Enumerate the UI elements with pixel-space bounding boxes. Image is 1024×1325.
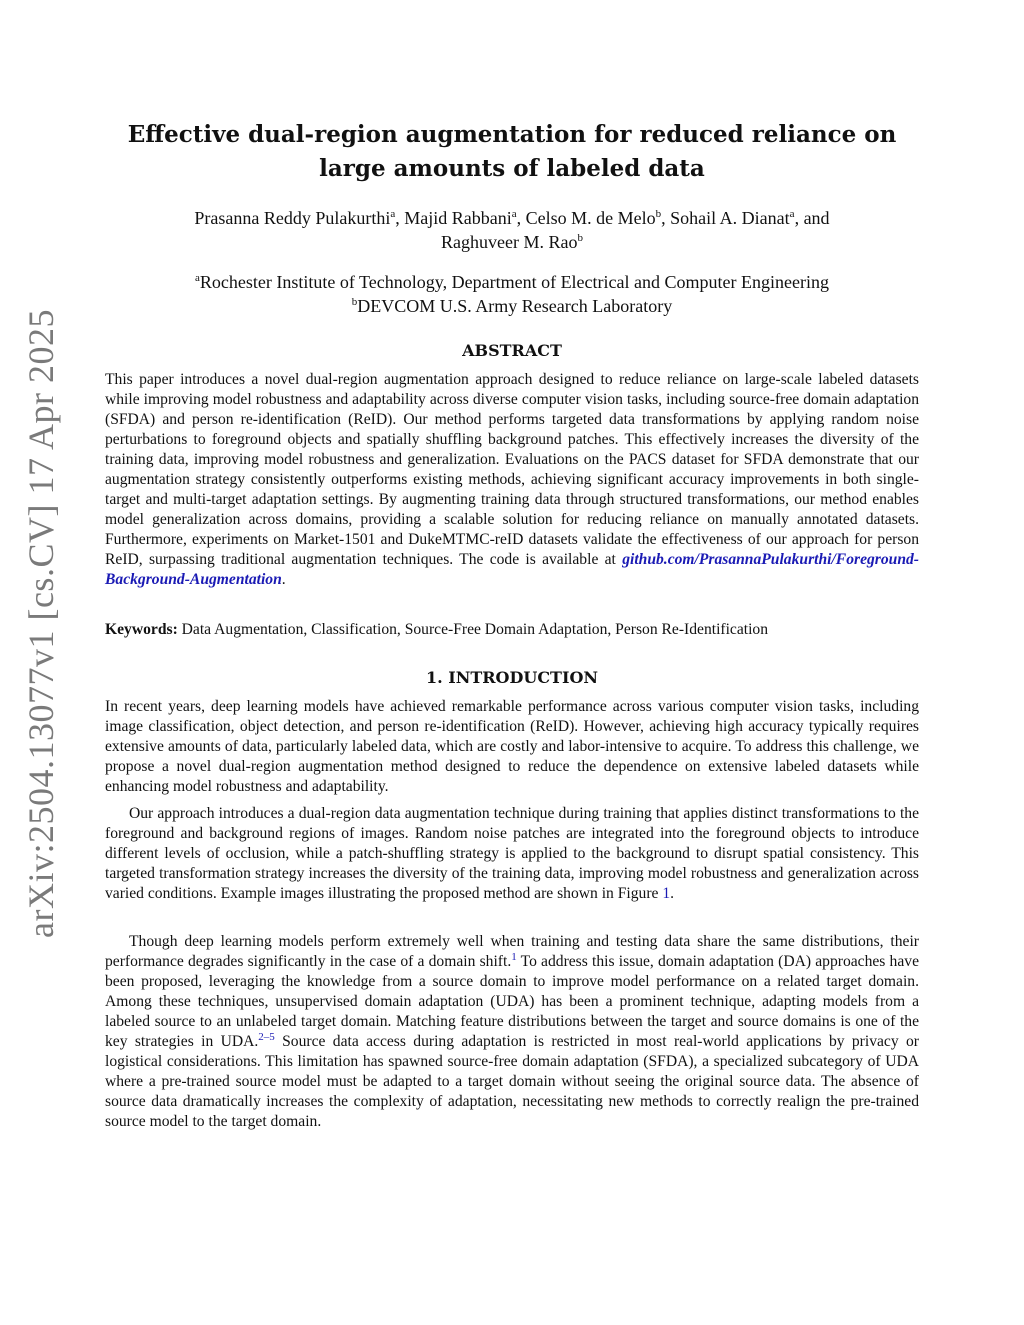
intro-paragraph-2-body: Our approach introduces a dual-region data augmentation technique during training that applies distinct transformations to the foreground and background regions of images. Random noise patches are integrated into the foreground objects to introduce different levels of occlusion, while a patch-shuffling strategy is applied to the background to disrupt spatial consistency. This targeted transformation strategy increases the diversity of the training data, improving model robustness and generalization across varied conditions. Example images illustrating the proposed method are shown in Figure bbox=[105, 805, 919, 902]
abstract-body: This paper introduces a novel dual-region augmentation approach designed to reduce reliance on large-scale labeled datasets while improving model robustness and adaptability across diverse computer vision tasks, including source-free domain adaptation (SFDA) and person re-identification (ReID). Our method performs targeted data transformations by applying random noise perturbations to foreground objects and spatially shuffling background patches. This effectively increases the diversity of the training data, improving model robustness and generalization. Evaluations on the PACS dataset for SFDA demonstrate that our augmentation strategy consistently outperforms existing methods, achieving significant accuracy improvements in both single-target and multi-target adaptation settings. By augmenting training data through structured transformations, our method enables model generalization across domains, providing a scalable solution for reducing reliance on manually annotated datasets. Furthermore, experiments on Market-1501 and DukeMTMC-reID datasets validate the effectiveness of our approach for person ReID, surpassing traditional augmentation techniques. The code is available at bbox=[105, 371, 919, 568]
author-list: Prasanna Reddy Pulakurthi$^a$, Majid Rabbani$^a$, Celso M. de Melo$^b$, Sohail A. Dianat$^a$, and Raghuveer M. Rao$^b$ bbox=[194, 208, 830, 252]
abstract-text bbox=[105, 370, 919, 590]
author-name: Raghuveer M. Rao bbox=[441, 232, 578, 252]
author-name: Majid Rabbani bbox=[404, 208, 512, 228]
intro-paragraph-3-part-b: To address this issue, domain adaptation (DA) approaches have been proposed, leveraging the knowledge from a source domain to improve model performance on a related target domain. Among these techniques, unsupervised domain adaptation (UDA) has been a prominent technique, adapting models from a labeled source to an unlabeled target domain. Matching feature distributions between the target and source domains is one of the key strategies in UDA. bbox=[105, 953, 919, 1050]
keywords bbox=[105, 620, 919, 640]
keywords-text: Data Augmentation, Classification, Source-Free Domain Adaptation, Person Re-Identification bbox=[181, 621, 769, 638]
abstract-heading: ABSTRACT bbox=[462, 341, 562, 360]
affiliation-item bbox=[105, 270, 919, 294]
citation-link[interactable]: 1 bbox=[511, 950, 517, 963]
intro-paragraph-3-part-a: Though deep learning models perform extremely well when training and testing data share the same distributions, their performance degrades significantly in the case of a domain shift. bbox=[105, 933, 919, 970]
keywords-label: Keywords: bbox=[105, 621, 178, 638]
author-conjunction: and bbox=[803, 208, 830, 228]
author-name: Sohail A. Dianat bbox=[670, 208, 790, 228]
affiliation-mark: b bbox=[655, 208, 662, 220]
intro-paragraph-1: In recent years, deep learning models have achieved remarkable performance across various computer vision tasks, including image classification, object detection, and person re-identification (ReID). However, achieving high accuracy typically requires extensive amounts of data, particularly labeled data, which are costly and labor-intensive to acquire. To address this challenge, we propose a novel dual-region augmentation method designed to reduce the dependence on extensive labeled datasets while enhancing model robustness and adaptability. bbox=[105, 698, 919, 795]
affiliation-mark: b bbox=[351, 296, 358, 308]
intro-paragraph-2 bbox=[105, 804, 919, 904]
author-name: Celso M. de Melo bbox=[525, 208, 656, 228]
section-heading-introduction: 1. INTRODUCTION bbox=[425, 668, 599, 687]
abstract-end: . bbox=[281, 571, 286, 588]
figure-reference-link[interactable]: 1 bbox=[662, 885, 671, 902]
arxiv-identifier: arXiv:2504.13077v1 [cs.CV] 17 Apr 2025 bbox=[21, 309, 61, 938]
affiliation-mark: b bbox=[577, 232, 583, 244]
affiliation-text: Rochester Institute of Technology, Department of Electrical and Computer Engineering bbox=[199, 272, 829, 292]
intro-paragraph-3-part-c: Source data access during adaptation is restricted in most real-world applications by privacy or logistical considerations. This limitation has spawned source-free domain adaptation (SFDA), a specialized subcategory of UDA where a pre-trained source model must be adapted to a target domain without seeing the original source data. The absence of source data dramatically increases the complexity of adaptation, necessitating new methods to correctly realign the pre-trained source model to the target domain. bbox=[105, 1033, 919, 1130]
affiliation-mark: a bbox=[390, 208, 396, 220]
intro-paragraph-3 bbox=[105, 932, 919, 1132]
author-name: Prasanna Reddy Pulakurthi bbox=[194, 208, 391, 228]
affiliation-item bbox=[105, 294, 919, 318]
affiliation-mark: a bbox=[195, 272, 200, 284]
affiliation-list bbox=[105, 270, 919, 318]
affiliation-mark: a bbox=[789, 208, 795, 220]
intro-paragraph-2-end: . bbox=[670, 885, 675, 902]
affiliation-mark: a bbox=[511, 208, 517, 220]
affiliation-text: DEVCOM U.S. Army Research Laboratory bbox=[357, 296, 673, 316]
code-repository-link[interactable]: github.com/PrasannaPulakurthi/Foreground-Background-Augmentation bbox=[105, 551, 919, 588]
paper-title: Effective dual-region augmentation for reduced reliance on large amounts of labeled data bbox=[127, 121, 897, 182]
citation-link[interactable]: 2–5 bbox=[258, 1030, 275, 1043]
